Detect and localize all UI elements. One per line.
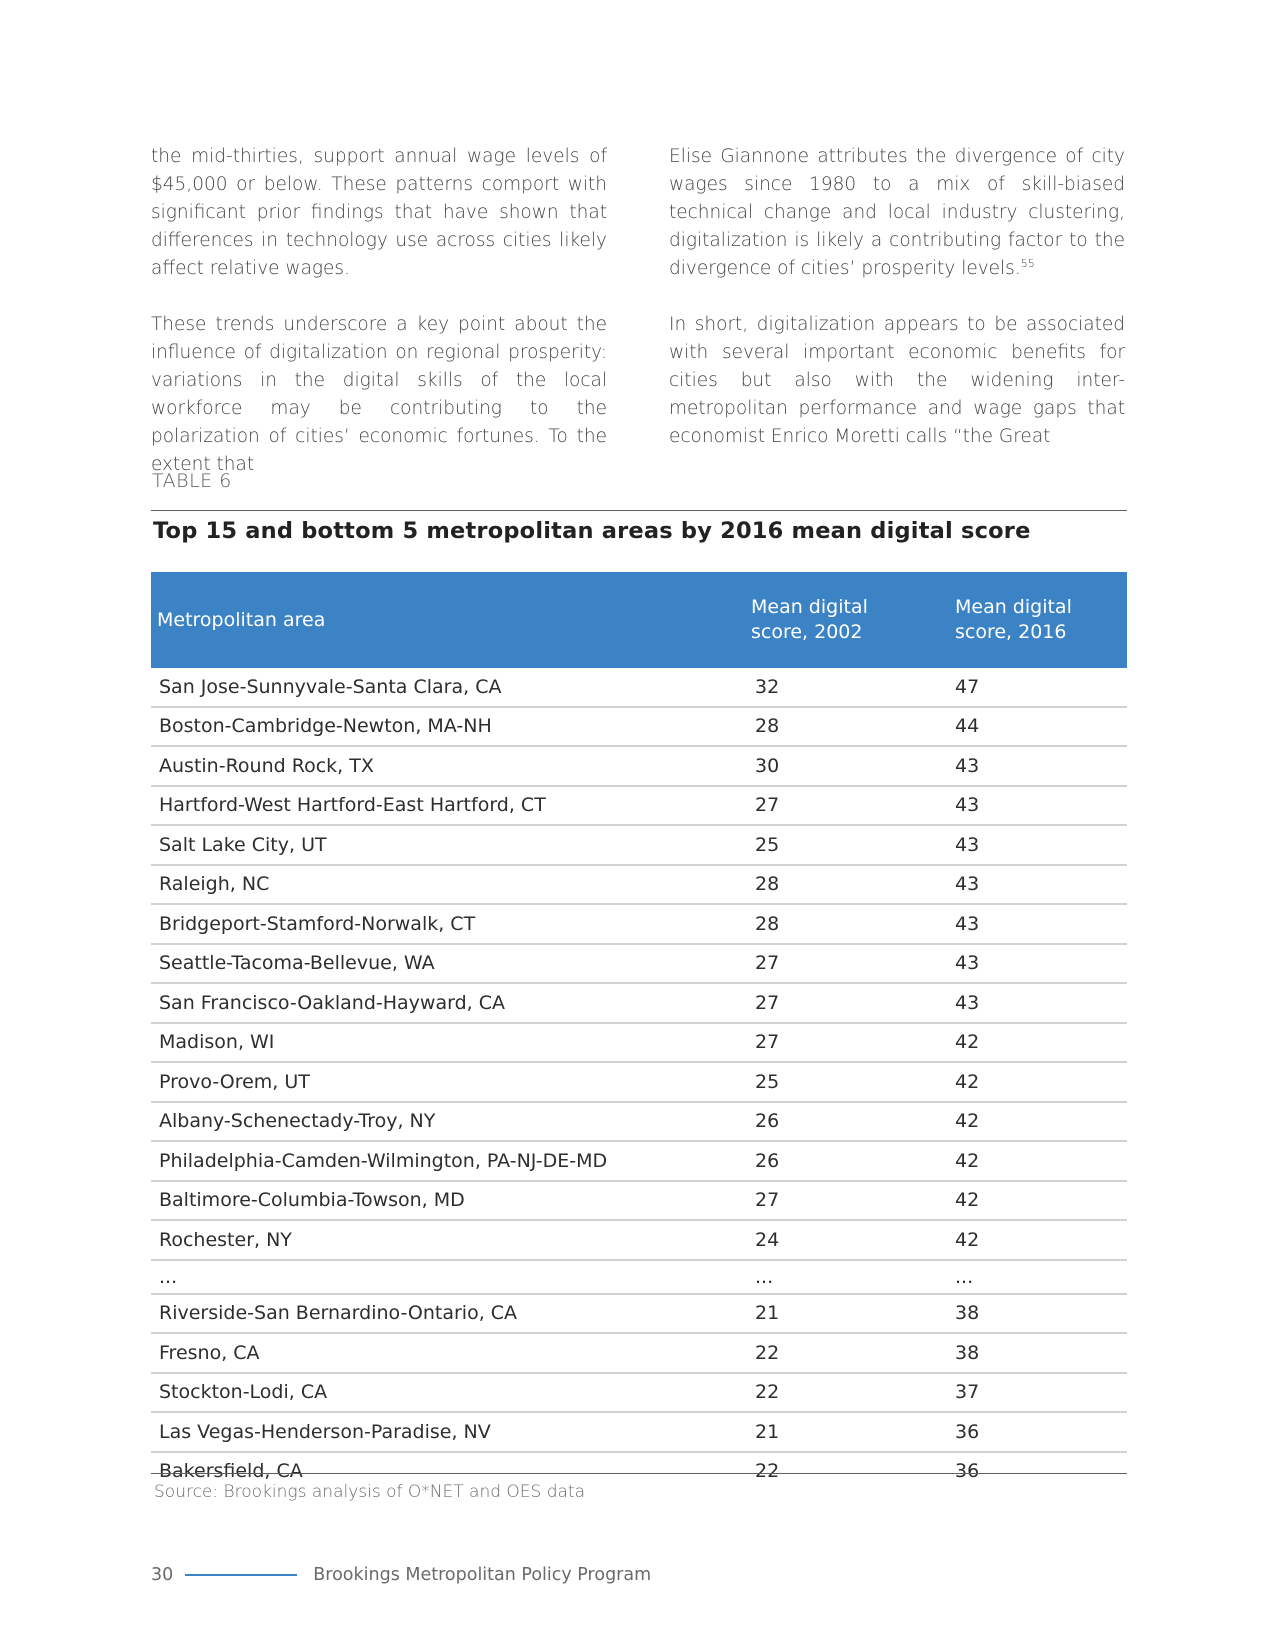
right-paragraph-1 xyxy=(669,143,1125,283)
table-source-note: Source: Brookings analysis of O*NET and OES data xyxy=(154,1482,586,1502)
score-2016-cell: 38 xyxy=(955,1294,1127,1334)
score-2016-cell: 37 xyxy=(955,1373,1127,1413)
header-score-2002-text: Mean digital score, 2002 xyxy=(751,596,868,643)
score-2002-cell: 28 xyxy=(751,865,955,905)
score-2016-cell: 42 xyxy=(955,1141,1127,1181)
score-2002-cell: 27 xyxy=(751,1181,955,1221)
score-2016-cell: 42 xyxy=(955,1181,1127,1221)
page-footer xyxy=(151,1565,651,1585)
metro-area-cell: Riverside-San Bernardino-Ontario, CA xyxy=(151,1294,751,1334)
table-row xyxy=(151,707,1127,747)
score-2002-cell: 28 xyxy=(751,707,955,747)
metro-area-cell: Seattle-Tacoma-Bellevue, WA xyxy=(151,944,751,984)
score-2002-cell: 21 xyxy=(751,1294,955,1334)
metro-area-cell: Hartford-West Hartford-East Hartford, CT xyxy=(151,786,751,826)
table-row xyxy=(151,668,1127,707)
metro-area-cell: ... xyxy=(151,1260,751,1294)
score-2016-cell: 43 xyxy=(955,746,1127,786)
score-2002-cell: 22 xyxy=(751,1373,955,1413)
metro-area-cell: Bridgeport-Stamford-Norwalk, CT xyxy=(151,904,751,944)
score-2016-cell: 43 xyxy=(955,865,1127,905)
header-score-2016 xyxy=(955,572,1127,668)
right-paragraph-1-text: Elise Giannone attributes the divergence of city wages since 1980 to a mix of skill-biased technical change and local industry clustering, digitalization is likely a contributing factor to the divergence of cities’ prosperity levels. xyxy=(669,146,1125,279)
table-row xyxy=(151,825,1127,865)
footer-rule xyxy=(185,1574,297,1576)
score-2016-cell: 43 xyxy=(955,904,1127,944)
table-row xyxy=(151,1220,1127,1260)
header-score-2016-text: Mean digital score, 2016 xyxy=(955,596,1072,643)
right-paragraph-2: In short, digitalization appears to be associated with several important economic benefits for cities but also with the widening inter-metropolitan performance and wage gaps that economist Enrico Moretti calls “the Great xyxy=(669,314,1125,447)
publication-name: Brookings Metropolitan Policy Program xyxy=(313,1565,652,1585)
score-2016-cell: 42 xyxy=(955,1062,1127,1102)
score-2002-cell: 26 xyxy=(751,1141,955,1181)
page-number: 30 xyxy=(151,1565,174,1585)
score-2002-cell: ... xyxy=(751,1260,955,1294)
table-row xyxy=(151,1181,1127,1221)
score-2002-cell: 27 xyxy=(751,983,955,1023)
score-2002-cell: 27 xyxy=(751,1023,955,1063)
metro-area-cell: Philadelphia-Camden-Wilmington, PA-NJ-DE-MD xyxy=(151,1141,751,1181)
score-2016-cell: 42 xyxy=(955,1023,1127,1063)
metro-area-cell: Madison, WI xyxy=(151,1023,751,1063)
metro-area-cell: Salt Lake City, UT xyxy=(151,825,751,865)
table-bottom-divider xyxy=(151,1473,1127,1474)
table-title: Top 15 and bottom 5 metropolitan areas by 2016 mean digital score xyxy=(153,518,1031,544)
header-metro-area: Metropolitan area xyxy=(151,572,751,668)
metro-area-cell: San Jose-Sunnyvale-Santa Clara, CA xyxy=(151,668,751,707)
score-2002-cell: 32 xyxy=(751,668,955,707)
metro-area-cell: Stockton-Lodi, CA xyxy=(151,1373,751,1413)
left-paragraph-2: These trends underscore a key point about the influence of digitalization on regional prosperity: variations in the digital skills of the local workforce may be contributing to the polarization of cities’ economic fortunes. To the extent that xyxy=(151,314,607,475)
metro-area-cell: Albany-Schenectady-Troy, NY xyxy=(151,1102,751,1142)
table-row xyxy=(151,1333,1127,1373)
score-2002-cell: 27 xyxy=(751,786,955,826)
score-2016-cell: 42 xyxy=(955,1102,1127,1142)
metro-area-cell: Rochester, NY xyxy=(151,1220,751,1260)
table-row xyxy=(151,1102,1127,1142)
table-label: TABLE 6 xyxy=(152,470,232,492)
metro-area-cell: Boston-Cambridge-Newton, MA-NH xyxy=(151,707,751,747)
table-body xyxy=(151,668,1127,1490)
metro-area-cell: Raleigh, NC xyxy=(151,865,751,905)
metro-area-cell: Austin-Round Rock, TX xyxy=(151,746,751,786)
metro-area-cell: Baltimore-Columbia-Towson, MD xyxy=(151,1181,751,1221)
table-row xyxy=(151,1023,1127,1063)
score-2002-cell: 30 xyxy=(751,746,955,786)
score-2016-cell: 43 xyxy=(955,786,1127,826)
table-row xyxy=(151,983,1127,1023)
score-2002-cell: 21 xyxy=(751,1412,955,1452)
score-2002-cell: 25 xyxy=(751,1062,955,1102)
score-2016-cell: 43 xyxy=(955,944,1127,984)
table-row xyxy=(151,1373,1127,1413)
score-2016-cell: 44 xyxy=(955,707,1127,747)
score-2002-cell: 28 xyxy=(751,904,955,944)
table-row xyxy=(151,1294,1127,1334)
table-row xyxy=(151,904,1127,944)
left-paragraph-1: the mid-thirties, support annual wage levels of $45,000 or below. These patterns comport with significant prior findings that have shown that differences in technology use across cities likely affect relative wages. xyxy=(151,146,607,279)
metro-area-cell: San Francisco-Oakland-Hayward, CA xyxy=(151,983,751,1023)
score-2002-cell: 22 xyxy=(751,1333,955,1373)
table-row xyxy=(151,1141,1127,1181)
score-2002-cell: 25 xyxy=(751,825,955,865)
metro-area-cell: Provo-Orem, UT xyxy=(151,1062,751,1102)
score-2016-cell: 47 xyxy=(955,668,1127,707)
table-row xyxy=(151,1062,1127,1102)
metro-digital-score-table xyxy=(151,572,1127,1490)
table-row xyxy=(151,1260,1127,1294)
metro-area-cell: Fresno, CA xyxy=(151,1333,751,1373)
table-title-divider xyxy=(151,510,1127,511)
footnote-ref[interactable]: 55 xyxy=(1020,256,1035,270)
score-2016-cell: 36 xyxy=(955,1460,980,1483)
table-row xyxy=(151,865,1127,905)
score-2016-cell: 36 xyxy=(955,1412,1127,1452)
score-2002-cell: 24 xyxy=(751,1220,955,1260)
table-header-row xyxy=(151,572,1127,668)
table-row xyxy=(151,786,1127,826)
score-2002-cell: 27 xyxy=(751,944,955,984)
score-2016-cell: 43 xyxy=(955,825,1127,865)
score-2016-cell: 42 xyxy=(955,1220,1127,1260)
score-2002-cell: 22 xyxy=(755,1460,780,1483)
metro-area-cell: Las Vegas-Henderson-Paradise, NV xyxy=(151,1412,751,1452)
table-row xyxy=(151,1412,1127,1452)
score-2016-cell: ... xyxy=(955,1260,1127,1294)
score-2016-cell: 38 xyxy=(955,1333,1127,1373)
table-row xyxy=(151,944,1127,984)
score-2016-cell: 43 xyxy=(955,983,1127,1023)
header-score-2002 xyxy=(751,572,955,668)
metro-area-cell: Bakersfield, CA xyxy=(159,1460,303,1483)
score-2002-cell: 26 xyxy=(751,1102,955,1142)
table-row xyxy=(151,746,1127,786)
